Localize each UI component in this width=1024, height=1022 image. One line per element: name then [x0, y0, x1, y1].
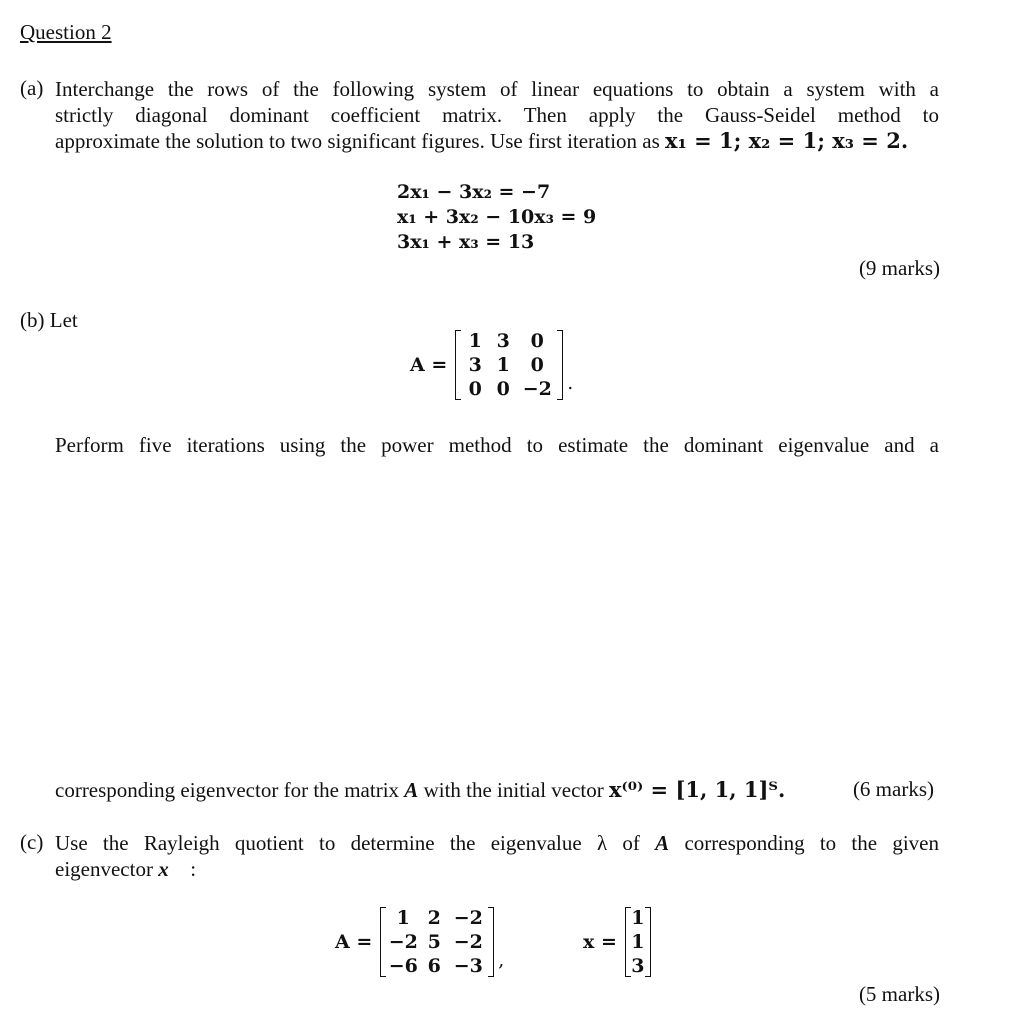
equation-system — [397, 180, 596, 255]
part-c-label: (c) — [20, 830, 44, 854]
part-b-line-2-text2: with the initial vector — [423, 778, 604, 802]
matrix-cell: −2 — [453, 931, 483, 953]
matrix-a-b-grid — [461, 330, 557, 400]
vector-x — [583, 907, 651, 977]
part-c-line-1-pre: Use the Rayleigh quotient to determine the eigenvalue λ of — [55, 831, 640, 855]
part-c-vector-ref: x⃗ — [158, 857, 186, 881]
matrix-cell: 6 — [427, 955, 441, 977]
matrix-cell: 0 — [468, 378, 482, 400]
initial-iteration: x₁ = 1; x₂ = 1; x₃ = 2. — [665, 128, 909, 153]
matrix-cell: −6 — [388, 955, 418, 977]
matrix-cell: −2 — [522, 378, 552, 400]
matrix-cell: 1 — [496, 354, 510, 376]
matrix-a-c-brackets — [380, 907, 494, 977]
part-a-label: (a) — [20, 76, 44, 100]
matrix-a-b — [410, 330, 573, 400]
part-a-line-3-text: approximate the solution to two significant figures. Use first iteration as — [55, 129, 660, 153]
equation-2: x₁ + 3x₂ − 10x₃ = 9 — [397, 206, 597, 228]
part-c-line-2 — [55, 856, 939, 882]
vector-cell: 3 — [631, 955, 645, 977]
part-b-marks: (6 marks) — [852, 777, 934, 801]
part-b-label — [20, 308, 78, 333]
question-title: Question 2 — [20, 20, 112, 44]
matrix-cell: −2 — [388, 931, 418, 953]
vector-x-brackets — [625, 907, 651, 977]
part-c-line-1-post: corresponding to the given — [684, 831, 940, 855]
matrix-cell: −3 — [453, 955, 483, 977]
part-c-line-2-post: : — [190, 857, 197, 881]
matrix-cell: 0 — [530, 354, 544, 376]
matrix-a-c-grid — [386, 907, 488, 977]
part-c-line-1 — [55, 830, 939, 856]
part-b-let: Let — [49, 308, 78, 332]
part-a-line-3 — [55, 128, 939, 154]
matrix-cell: 3 — [496, 330, 510, 352]
part-a-line-2: strictly diagonal dominant coefficient matrix. Then apply the Gauss-Seidel method to — [55, 103, 939, 127]
vector-cell: 1 — [631, 907, 645, 929]
part-c-matrix-ref: A — [655, 831, 670, 855]
part-a-marks: (9 marks) — [858, 256, 940, 280]
matrix-a-b-trail: . — [567, 372, 574, 394]
part-b-line-1: Perform five iterations using the power method to estimate the dominant eigenvalue and a — [55, 433, 939, 457]
part-b-label-text: (b) — [20, 308, 45, 332]
matrix-cell: 1 — [396, 907, 410, 929]
matrix-a-b-brackets — [455, 330, 563, 400]
equation-3: 3x₁ + x₃ = 13 — [397, 231, 535, 253]
matrix-cell: 1 — [468, 330, 482, 352]
part-b-line-2 — [55, 777, 785, 803]
vector-x-grid — [631, 907, 645, 977]
matrix-cell: 0 — [496, 378, 510, 400]
matrix-cell: 3 — [468, 354, 482, 376]
part-c-line-2-pre: eigenvector — [55, 857, 153, 881]
part-c-text — [55, 830, 939, 882]
vector-x-label: x = — [583, 931, 617, 953]
matrix-cell: 5 — [427, 931, 441, 953]
matrix-cell: 0 — [530, 330, 544, 352]
matrix-a-b-label: A = — [410, 354, 448, 376]
part-a-text — [55, 76, 939, 154]
part-c-marks: (5 marks) — [858, 982, 940, 1006]
equation-1: 2x₁ − 3x₂ = −7 — [397, 181, 551, 203]
matrix-cell: 2 — [427, 907, 441, 929]
matrix-a-c-trail: , — [498, 949, 505, 971]
vector-cell: 1 — [631, 931, 645, 953]
matrix-a-c — [335, 907, 504, 977]
part-b-line-2-text: corresponding eigenvector for the matrix — [55, 778, 400, 802]
part-b-matrix-ref: A — [404, 778, 419, 802]
part-a-line-1: Interchange the rows of the following system of linear equations to obtain a system with a — [55, 77, 939, 101]
matrix-cell: −2 — [453, 907, 483, 929]
initial-vector: x⁽⁰⁾ = [1, 1, 1]ᵀ. — [609, 777, 786, 802]
matrix-a-c-label: A = — [335, 931, 373, 953]
